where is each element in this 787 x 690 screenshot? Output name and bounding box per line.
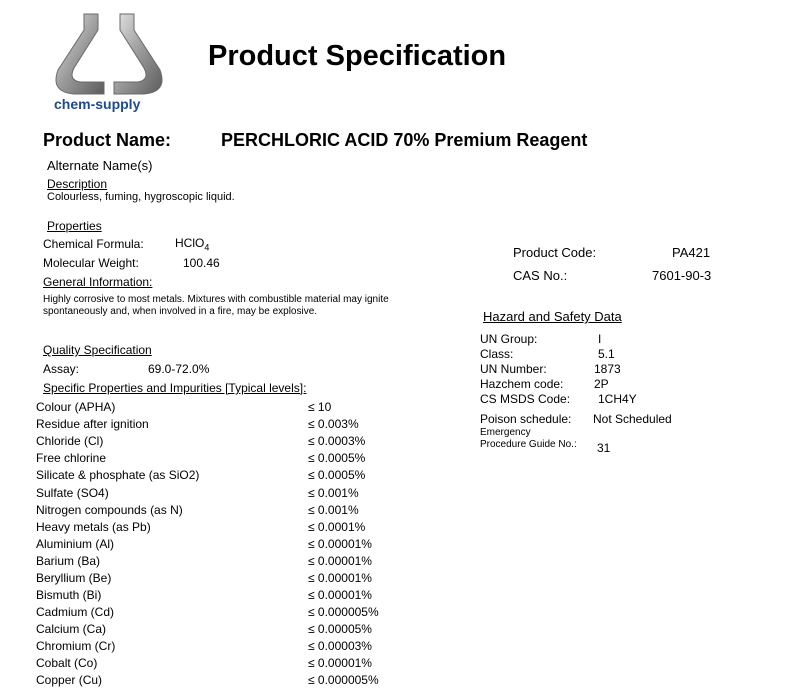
flask-logo-icon (44, 4, 174, 104)
emergency-guide-value: 31 (597, 441, 611, 455)
impurity-value: ≤ 0.0001% (308, 520, 366, 534)
hazchem-code-value: 2P (594, 377, 609, 391)
poison-schedule-value: Not Scheduled (593, 412, 672, 426)
impurity-value: ≤ 0.00001% (308, 554, 372, 568)
impurity-name: Barium (Ba) (36, 554, 101, 568)
poison-schedule-label: Poison schedule: (480, 412, 572, 426)
cas-number-value: 7601-90-3 (652, 268, 712, 283)
assay-value: 69.0-72.0% (148, 362, 210, 376)
impurity-name: Silicate & phosphate (as SiO2) (36, 468, 200, 482)
impurity-name: Cobalt (Co) (36, 656, 98, 670)
emergency-label-line-2: Procedure Guide No.: (480, 439, 577, 450)
impurity-value: ≤ 0.00005% (308, 622, 372, 636)
table-row (0, 639, 787, 656)
class-label: Class: (480, 347, 514, 361)
table-row (0, 400, 787, 417)
table-row (0, 571, 787, 588)
general-information-heading: General Information: (43, 275, 153, 289)
impurity-name: Copper (Cu) (36, 673, 103, 687)
product-name-label: Product Name: (43, 130, 172, 150)
cas-number-label: CAS No.: (513, 268, 568, 283)
impurity-name: Calcium (Ca) (36, 622, 107, 636)
un-number-value: 1873 (594, 362, 621, 376)
table-row (0, 486, 787, 503)
impurity-name: Colour (APHA) (36, 400, 116, 414)
impurity-value: ≤ 10 (308, 400, 332, 414)
impurity-value: ≤ 0.001% (308, 503, 359, 517)
hazchem-code-label: Hazchem code: (480, 377, 564, 391)
impurity-name: Chloride (Cl) (36, 434, 104, 448)
impurity-value: ≤ 0.000005% (308, 673, 379, 687)
impurity-name: Beryllium (Be) (36, 571, 112, 585)
impurity-name: Free chlorine (36, 451, 107, 465)
impurity-value: ≤ 0.003% (308, 417, 359, 431)
msds-code-label: CS MSDS Code: (480, 392, 571, 406)
impurity-name: Aluminium (Al) (36, 537, 115, 551)
general-information-line-1: Highly corrosive to most metals. Mixtures with combustible material may ignite (43, 294, 389, 305)
table-row (0, 520, 787, 537)
table-row (0, 656, 787, 673)
impurity-name: Chromium (Cr) (36, 639, 116, 653)
table-row (0, 605, 787, 622)
description-text: Colourless, fuming, hygroscopic liquid. (47, 191, 235, 203)
table-row (0, 537, 787, 554)
impurity-value: ≤ 0.000005% (308, 605, 379, 619)
chemical-formula-value (175, 236, 209, 252)
emergency-label-line-1: Emergency (480, 427, 531, 438)
formula-main: HClO (175, 236, 205, 250)
impurity-name: Heavy metals (as Pb) (36, 520, 151, 534)
un-group-value: I (598, 332, 602, 346)
logo-brand-text: chem-supply (54, 96, 141, 112)
product-name: PERCHLORIC ACID 70% Premium Reagent (221, 130, 588, 150)
properties-heading: Properties (47, 219, 102, 233)
table-row (0, 468, 787, 485)
description-heading: Description (47, 177, 108, 191)
un-group-label: UN Group: (480, 332, 538, 346)
msds-code-value: 1CH4Y (598, 392, 637, 406)
product-code-value: PA421 (672, 245, 711, 260)
general-information-line-2: spontaneously and, when involved in a fire, may be explosive. (43, 306, 318, 317)
table-row (0, 622, 787, 639)
impurity-value: ≤ 0.00001% (308, 537, 372, 551)
class-value: 5.1 (598, 347, 615, 361)
hazard-safety-heading: Hazard and Safety Data (483, 309, 622, 324)
table-row (0, 588, 787, 605)
impurity-name: Bismuth (Bi) (36, 588, 102, 602)
impurity-value: ≤ 0.001% (308, 486, 359, 500)
table-row (0, 434, 787, 451)
impurity-name: Nitrogen compounds (as N) (36, 503, 183, 517)
impurity-name: Sulfate (SO4) (36, 486, 109, 500)
assay-label: Assay: (43, 362, 80, 376)
table-row (0, 451, 787, 468)
impurity-value: ≤ 0.00001% (308, 571, 372, 585)
impurity-value: ≤ 0.0005% (308, 468, 366, 482)
impurity-value: ≤ 0.0003% (308, 434, 366, 448)
impurity-value: ≤ 0.00003% (308, 639, 372, 653)
impurities-heading: Specific Properties and Impurities [Typical levels]: (43, 381, 307, 395)
molecular-weight-value: 100.46 (183, 256, 220, 270)
impurity-value: ≤ 0.00001% (308, 588, 372, 602)
product-code-label: Product Code: (513, 245, 597, 260)
table-row (0, 503, 787, 520)
impurity-name: Cadmium (Cd) (36, 605, 115, 619)
quality-specification-heading: Quality Specification (43, 343, 152, 357)
page-title: Product Specification (208, 40, 507, 72)
impurity-value: ≤ 0.0005% (308, 451, 366, 465)
alternate-names-label: Alternate Name(s) (47, 158, 153, 173)
chemical-formula-label: Chemical Formula: (43, 237, 144, 251)
impurity-name: Residue after ignition (36, 417, 149, 431)
formula-subscript: 4 (204, 242, 210, 253)
impurity-value: ≤ 0.00001% (308, 656, 372, 670)
table-row (0, 554, 787, 571)
un-number-label: UN Number: (480, 362, 547, 376)
molecular-weight-label: Molecular Weight: (43, 256, 139, 270)
table-row (0, 673, 787, 690)
table-row (0, 417, 787, 434)
